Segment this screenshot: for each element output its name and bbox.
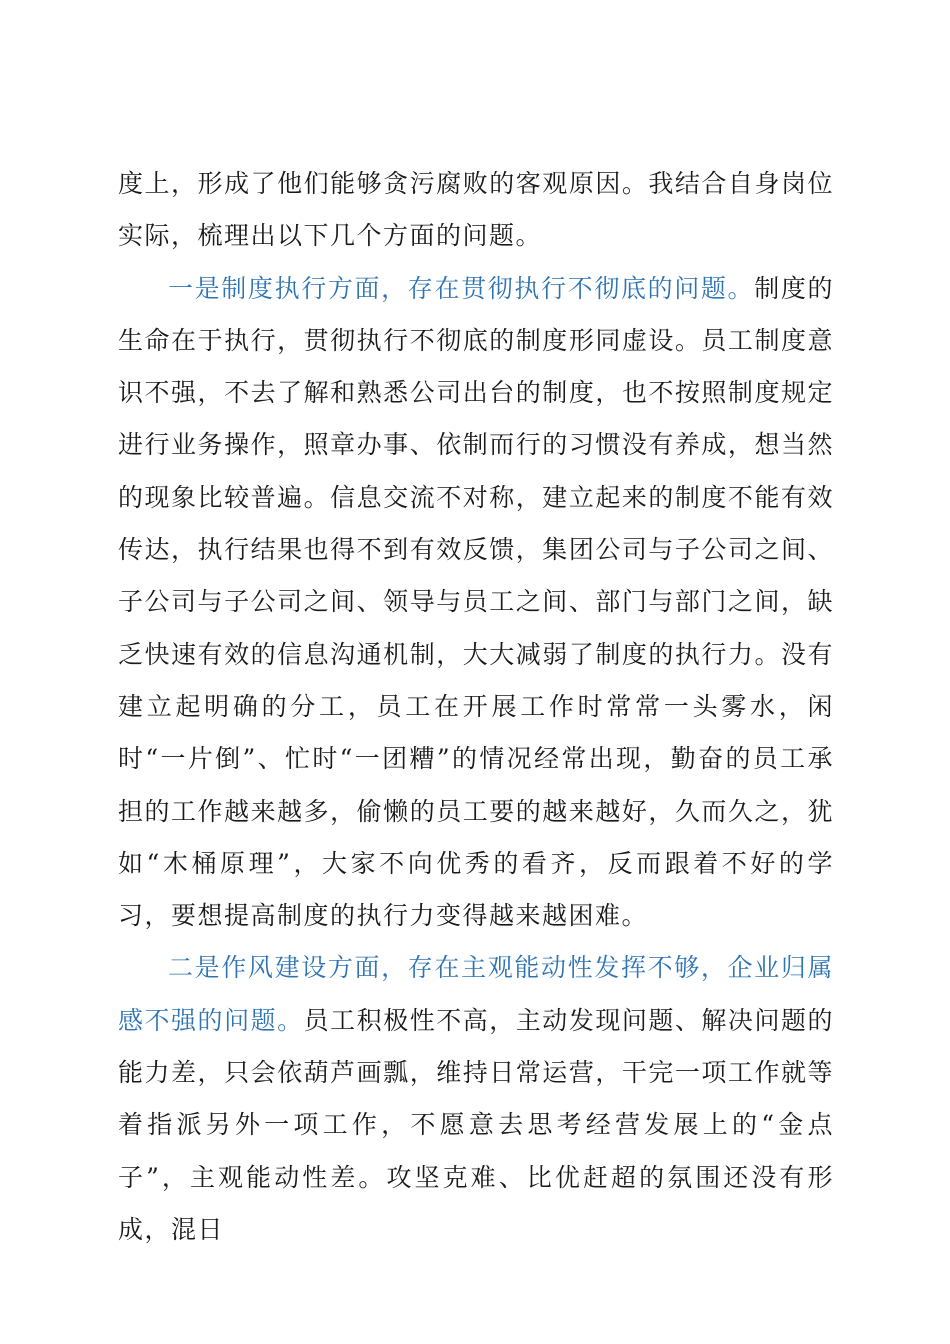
- section-heading: 二是作风建设方面，存在主观能动性发挥不够，企业归属感不强的问题。: [118, 953, 834, 1035]
- paragraph-text: 度上，形成了他们能够贪污腐败的客观原因。我结合自身岗位实际，梳理出以下几个方面的问题。: [118, 169, 834, 251]
- paragraph-institution-execution: [118, 263, 834, 943]
- document-body: [118, 158, 834, 1256]
- paragraph-text: 员工积极性不高，主动发现问题、解决问题的能力差，只会依葫芦画瓢，维持日常运营，干完一项工作就等着指派另外一项工作，不愿意去思考经营发展上的“金点子”，主观能动性差。攻坚克难、比优赶超的氛围还没有形成，混日: [118, 1005, 834, 1244]
- paragraph-continuation: [118, 158, 834, 263]
- paragraph-work-style: [118, 942, 834, 1256]
- section-heading: 一是制度执行方面，存在贯彻执行不彻底的问题。: [168, 273, 755, 303]
- paragraph-text: 制度的生命在于执行，贯彻执行不彻底的制度形同虚设。员工制度意识不强，不去了解和熟悉公司出台的制度，也不按照制度规定进行业务操作，照章办事、依制而行的习惯没有养成，想当然的现象比较普遍。信息交流不对称，建立起来的制度不能有效传达，执行结果也得不到有效反馈，集团公司与子公司之间、子公司与子公司之间、领导与员工之间、部门与部门之间，缺乏快速有效的信息沟通机制，大大减弱了制度的执行力。没有建立起明确的分工，员工在开展工作时常常一头雾水，闲时“一片倒”、忙时“一团糟”的情况经常出现，勤奋的员工承担的工作越来越多，偷懒的员工要的越来越好，久而久之，犹如“木桶原理”，大家不向优秀的看齐，反而跟着不好的学习，要想提高制度的执行力变得越来越困难。: [118, 273, 834, 931]
